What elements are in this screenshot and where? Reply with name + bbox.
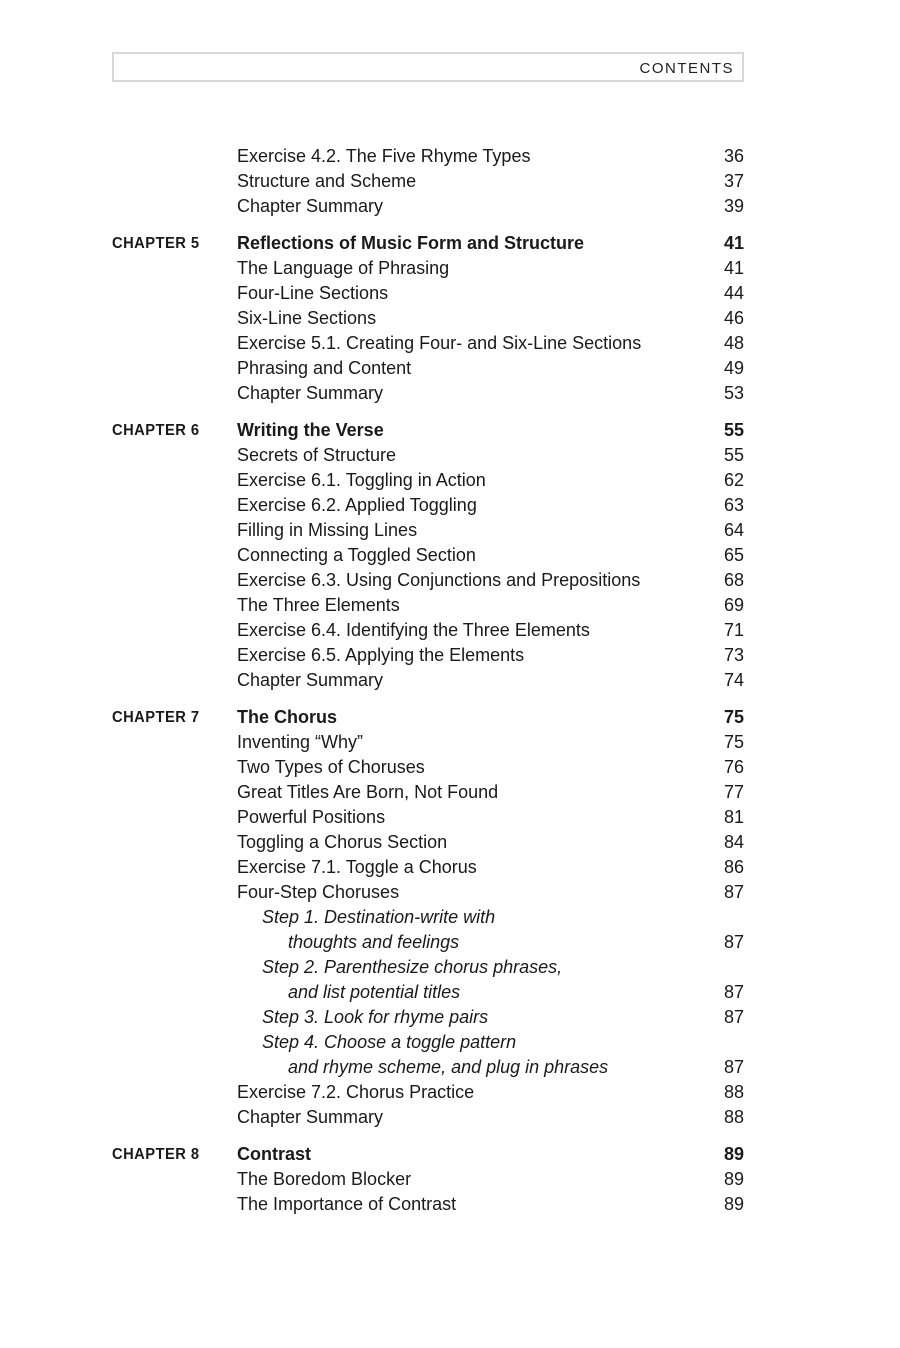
chapter-label: CHAPTER 8 <box>112 1146 200 1163</box>
toc-entry-page-number: 76 <box>723 757 744 777</box>
toc-entry[interactable] <box>0 1080 900 1105</box>
toc-entry[interactable] <box>0 618 900 643</box>
toc-entry[interactable] <box>0 144 900 169</box>
toc-entry[interactable] <box>0 256 900 281</box>
toc-entry-page-number: 75 <box>723 732 744 752</box>
toc-entry-title: Step 3. Look for rhyme pairs <box>262 1007 489 1027</box>
toc-entry-title: Filling in Missing Lines <box>237 520 418 540</box>
toc-entry-title: Exercise 5.1. Creating Four- and Six-Line Sections <box>237 333 642 353</box>
toc-section <box>0 1142 900 1217</box>
toc-entry-title: Step 2. Parenthesize chorus phrases, <box>262 957 563 977</box>
toc-entry[interactable] <box>0 805 900 830</box>
toc-entry[interactable] <box>0 306 900 331</box>
toc-entry-page-number: 41 <box>723 233 744 253</box>
table-of-contents <box>0 144 900 1217</box>
toc-entry[interactable] <box>0 755 900 780</box>
toc-section <box>0 144 900 219</box>
toc-entry-title: Chapter Summary <box>237 1107 384 1127</box>
toc-entry-page-number: 89 <box>723 1144 744 1164</box>
toc-entry-page-number: 88 <box>723 1107 744 1127</box>
chapter-label: CHAPTER 7 <box>112 709 200 726</box>
toc-entry[interactable] <box>0 593 900 618</box>
toc-entry-title: Exercise 6.3. Using Conjunctions and Prepositions <box>237 570 641 590</box>
toc-entry-page-number: 65 <box>723 545 744 565</box>
toc-entry-page-number: 55 <box>723 420 744 440</box>
toc-entry[interactable] <box>0 443 900 468</box>
toc-entry[interactable] <box>0 1005 900 1030</box>
toc-entry-title: and list potential titles <box>288 982 461 1002</box>
toc-entry[interactable] <box>0 668 900 693</box>
toc-entry-title: Exercise 4.2. The Five Rhyme Types <box>237 146 531 166</box>
toc-entry-title: Secrets of Structure <box>237 445 397 465</box>
toc-entry-title: The Language of Phrasing <box>237 258 450 278</box>
toc-entry-title: Exercise 6.2. Applied Toggling <box>237 495 477 515</box>
toc-entry-page-number: 81 <box>723 807 744 827</box>
toc-entry-title: Structure and Scheme <box>237 171 417 191</box>
toc-entry[interactable] <box>0 780 900 805</box>
toc-entry[interactable] <box>0 468 900 493</box>
toc-entry[interactable] <box>0 730 900 755</box>
running-header-label: CONTENTS <box>639 60 734 77</box>
toc-entry[interactable] <box>0 830 900 855</box>
toc-entry-page-number: 87 <box>723 932 744 952</box>
toc-entry-page-number: 74 <box>723 670 744 690</box>
toc-entry-title: Exercise 7.2. Chorus Practice <box>237 1082 475 1102</box>
toc-entry-page-number: 48 <box>723 333 744 353</box>
toc-entry[interactable] <box>0 1030 900 1055</box>
toc-entry[interactable] <box>0 194 900 219</box>
toc-entry-title: Six-Line Sections <box>237 308 377 328</box>
chapter-label: CHAPTER 5 <box>112 235 200 252</box>
toc-entry-title: Four-Step Choruses <box>237 882 400 902</box>
toc-entry-title: Step 4. Choose a toggle pattern <box>262 1032 517 1052</box>
toc-entry-page-number: 87 <box>723 1007 744 1027</box>
toc-entry[interactable] <box>0 381 900 406</box>
toc-entry-title: Inventing “Why” <box>237 732 364 752</box>
toc-entry-page-number: 53 <box>723 383 744 403</box>
toc-entry[interactable] <box>0 1167 900 1192</box>
toc-entry-page-number: 77 <box>723 782 744 802</box>
toc-entry-page-number: 87 <box>723 1057 744 1077</box>
toc-entry-page-number: 63 <box>723 495 744 515</box>
toc-entry[interactable] <box>0 1192 900 1217</box>
toc-entry[interactable] <box>0 1055 900 1080</box>
toc-entry[interactable] <box>0 705 900 730</box>
toc-entry[interactable] <box>0 880 900 905</box>
running-header-bar <box>112 52 744 82</box>
toc-entry-page-number: 62 <box>723 470 744 490</box>
toc-entry-page-number: 36 <box>723 146 744 166</box>
toc-entry-page-number: 64 <box>723 520 744 540</box>
toc-entry-title: Exercise 6.1. Toggling in Action <box>237 470 486 490</box>
toc-entry-page-number: 68 <box>723 570 744 590</box>
toc-entry-title: Four-Line Sections <box>237 283 389 303</box>
toc-entry-title: The Importance of Contrast <box>237 1194 457 1214</box>
toc-entry[interactable] <box>0 930 900 955</box>
toc-entry-title: Powerful Positions <box>237 807 386 827</box>
toc-entry-page-number: 84 <box>723 832 744 852</box>
toc-entry-title: Step 1. Destination-write with <box>262 907 496 927</box>
toc-entry-page-number: 44 <box>723 283 744 303</box>
toc-entry[interactable] <box>0 518 900 543</box>
toc-entry[interactable] <box>0 1105 900 1130</box>
toc-entry[interactable] <box>0 356 900 381</box>
toc-entry[interactable] <box>0 418 900 443</box>
toc-entry-page-number: 41 <box>723 258 744 278</box>
toc-entry-page-number: 75 <box>723 707 744 727</box>
toc-entry-page-number: 49 <box>723 358 744 378</box>
toc-entry[interactable] <box>0 955 900 980</box>
toc-entry-page-number: 86 <box>723 857 744 877</box>
toc-entry-page-number: 73 <box>723 645 744 665</box>
toc-entry-page-number: 55 <box>723 445 744 465</box>
toc-entry-title: Toggling a Chorus Section <box>237 832 448 852</box>
toc-entry-title: Writing the Verse <box>237 420 384 440</box>
toc-section <box>0 418 900 693</box>
toc-entry-page-number: 69 <box>723 595 744 615</box>
toc-entry[interactable] <box>0 169 900 194</box>
toc-entry[interactable] <box>0 980 900 1005</box>
chapter-label: CHAPTER 6 <box>112 422 200 439</box>
toc-entry-title: Exercise 6.5. Applying the Elements <box>237 645 525 665</box>
toc-entry-page-number: 89 <box>723 1169 744 1189</box>
toc-entry-title: Chapter Summary <box>237 196 384 216</box>
toc-entry[interactable] <box>0 543 900 568</box>
toc-entry-title: The Three Elements <box>237 595 400 615</box>
toc-entry-title: Two Types of Choruses <box>237 757 425 777</box>
toc-entry[interactable] <box>0 905 900 930</box>
toc-entry-title: The Chorus <box>237 707 338 727</box>
toc-entry-title: and rhyme scheme, and plug in phrases <box>288 1057 609 1077</box>
toc-entry[interactable] <box>0 643 900 668</box>
toc-entry-title: Phrasing and Content <box>237 358 412 378</box>
toc-entry[interactable] <box>0 281 900 306</box>
toc-entry-page-number: 46 <box>723 308 744 328</box>
toc-entry-title: Reflections of Music Form and Structure <box>237 233 585 253</box>
toc-entry[interactable] <box>0 855 900 880</box>
toc-entry-title: Chapter Summary <box>237 670 384 690</box>
toc-entry-page-number: 71 <box>723 620 744 640</box>
toc-entry-page-number: 37 <box>723 171 744 191</box>
toc-entry-page-number: 89 <box>723 1194 744 1214</box>
toc-section <box>0 705 900 1130</box>
toc-entry[interactable] <box>0 231 900 256</box>
toc-entry-page-number: 87 <box>723 982 744 1002</box>
toc-entry-title: Great Titles Are Born, Not Found <box>237 782 499 802</box>
toc-entry-title: Exercise 7.1. Toggle a Chorus <box>237 857 477 877</box>
toc-entry-title: Exercise 6.4. Identifying the Three Elements <box>237 620 590 640</box>
toc-entry-page-number: 39 <box>723 196 744 216</box>
toc-entry-title: The Boredom Blocker <box>237 1169 412 1189</box>
toc-entry[interactable] <box>0 568 900 593</box>
toc-entry[interactable] <box>0 331 900 356</box>
toc-entry-title: Contrast <box>237 1144 312 1164</box>
toc-entry-page-number: 87 <box>723 882 744 902</box>
toc-entry-title: thoughts and feelings <box>288 932 460 952</box>
toc-entry-page-number: 88 <box>723 1082 744 1102</box>
toc-entry[interactable] <box>0 1142 900 1167</box>
toc-entry-title: Connecting a Toggled Section <box>237 545 476 565</box>
toc-section <box>0 231 900 406</box>
toc-entry-title: Chapter Summary <box>237 383 384 403</box>
toc-entry[interactable] <box>0 493 900 518</box>
